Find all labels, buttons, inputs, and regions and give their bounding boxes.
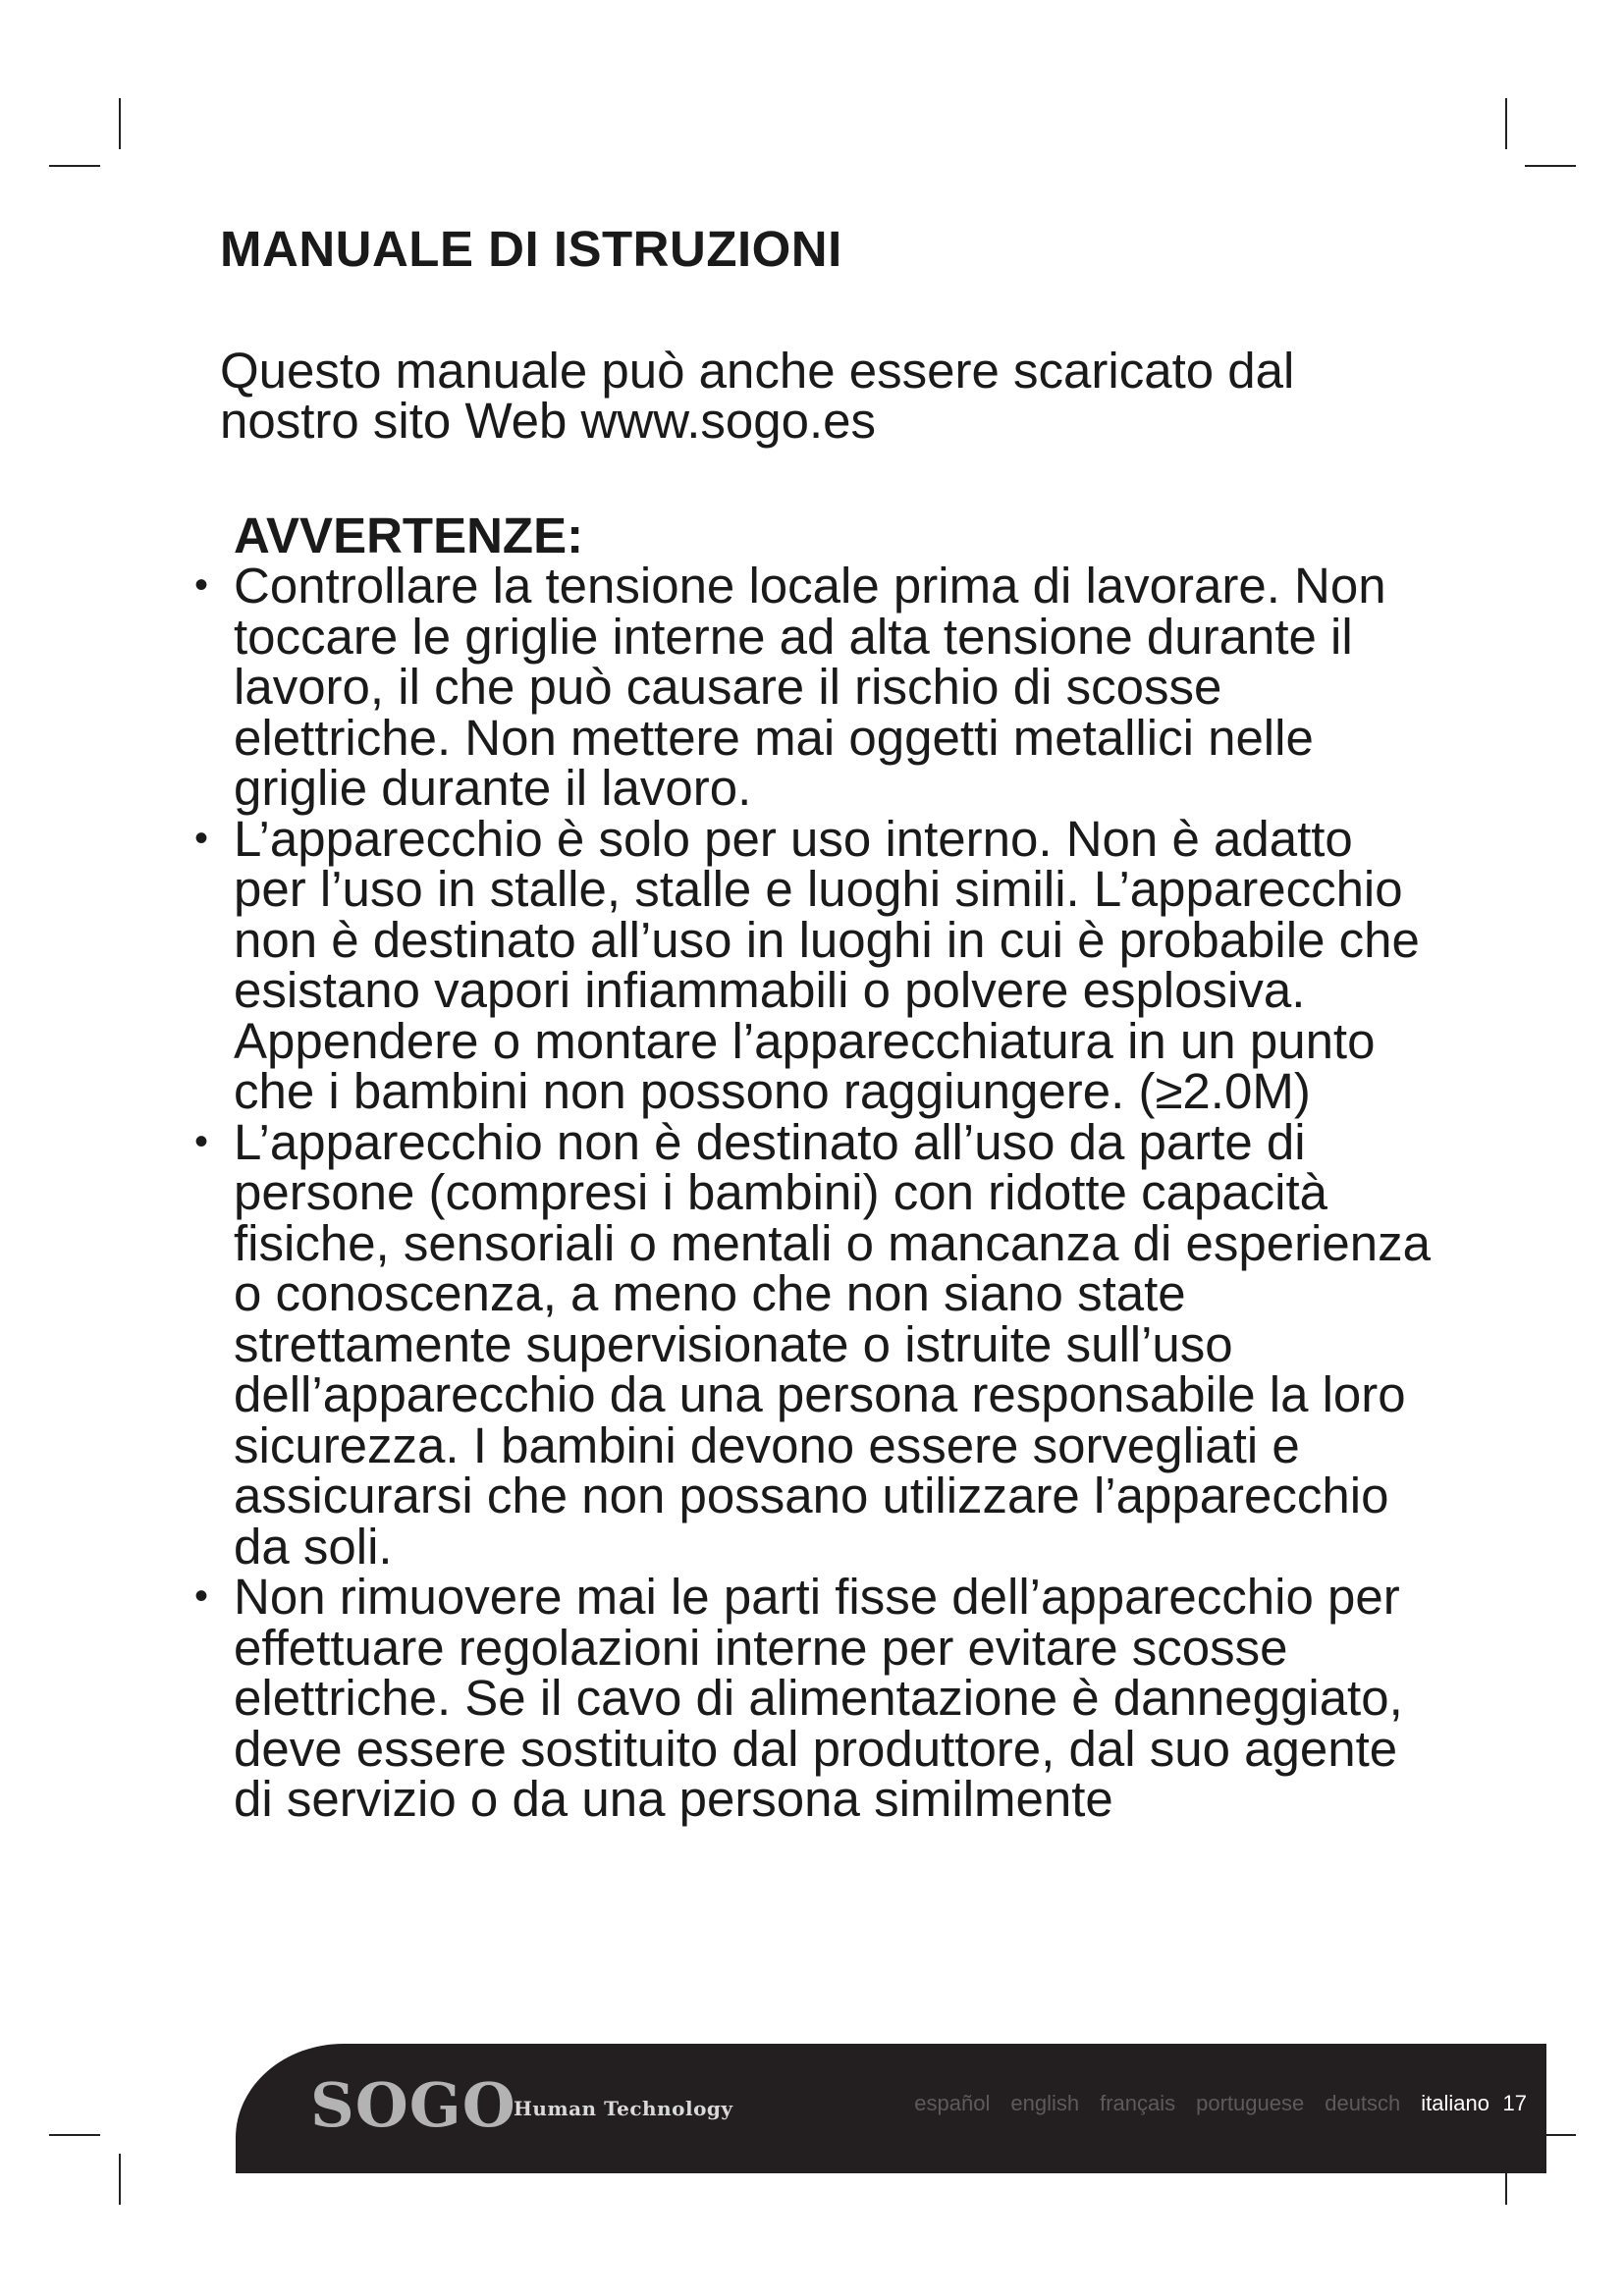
- language-es: español: [914, 2091, 991, 2115]
- warning-item: [194, 810, 1437, 1119]
- warning-item: [194, 1113, 1437, 1575]
- language-it-active: italiano: [1421, 2091, 1489, 2115]
- page-title: MANUALE DI ISTRUZIONI: [220, 221, 842, 277]
- language-de: deutsch: [1325, 2091, 1401, 2115]
- crop-mark: [1525, 165, 1576, 167]
- warnings-list: [194, 558, 1437, 1827]
- bullet-icon: •: [194, 563, 209, 607]
- warning-text: L’apparecchio non è destinato all’uso da parte di persone (compresi i bambini) con ridotte capacità fisiche, sensoriali o mentali o mancanza di esperienza o conoscenza, a meno che non siano state strettamente supervisionate o istruite sull’uso dell’apparecchio da una persona responsabile la loro sicurezza. I bambini devono essere sorvegliati e assicurarsi che non possano utilizzare l’apparecchio da soli.: [234, 1113, 1431, 1575]
- page-number: 17: [1502, 2091, 1527, 2115]
- brand-tagline: Human Technology: [514, 2097, 733, 2120]
- warning-text: Non rimuovere mai le parti fisse dell’apparecchio per effettuare regolazioni interne per evitare scosse elettriche. Se il cavo di alimentazione è danneggiato, deve essere sostituito dal produttore, dal suo agente di servizio o da una persona similmente: [234, 1569, 1403, 1827]
- bullet-icon: •: [194, 1575, 209, 1618]
- warnings-heading: AVVERTENZE:: [234, 507, 584, 563]
- intro-text: Questo manuale può anche essere scaricato dal nostro sito Web www.sogo.es: [220, 343, 1295, 449]
- page-content: [194, 221, 1437, 1827]
- language-fr: français: [1100, 2091, 1176, 2115]
- brand-logo: SOGO: [310, 2069, 516, 2141]
- bullet-icon: •: [194, 816, 209, 860]
- language-pt: portuguese: [1196, 2091, 1305, 2115]
- footer-bar: [236, 2044, 1546, 2173]
- language-en: english: [1010, 2091, 1080, 2115]
- crop-mark: [119, 98, 121, 149]
- warning-item: [194, 558, 1437, 816]
- crop-mark: [119, 2154, 121, 2205]
- crop-mark: [49, 165, 100, 167]
- language-list: [914, 2091, 1489, 2116]
- crop-mark: [1505, 98, 1507, 149]
- bullet-icon: •: [194, 1119, 209, 1163]
- crop-mark: [49, 2134, 100, 2136]
- warning-text: L’apparecchio è solo per uso interno. Non è adatto per l’uso in stalle, stalle e luoghi simili. L’apparecchio non è destinato all’uso in luoghi in cui è probabile che esistano vapori infiammabili o polvere esplosiva. Appendere o montare l’apparecchiatura in un punto che i bambini non possono raggiungere. (≥2.0M): [234, 810, 1420, 1119]
- warning-item: [194, 1569, 1437, 1827]
- warning-text: Controllare la tensione locale prima di lavorare. Non toccare le griglie interne ad alta tensione durante il lavoro, il che può causare il rischio di scosse elettriche. Non mettere mai oggetti metallici nelle griglie durante il lavoro.: [234, 558, 1386, 816]
